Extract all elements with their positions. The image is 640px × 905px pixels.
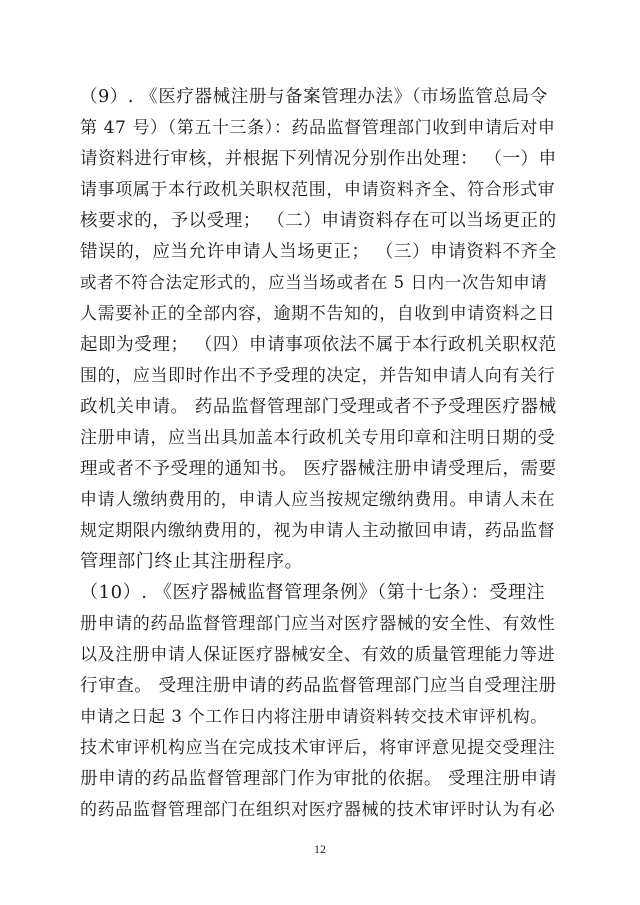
- text-line: 规定期限内缴纳费用的，视为申请人主动撤回申请，药品监督: [80, 521, 556, 541]
- text-line: 册申请的药品监督管理部门应当对医疗器械的安全性、有效性: [80, 614, 556, 634]
- text-line: 请事项属于本行政机关职权范围，申请资料齐全、符合形式审: [80, 180, 556, 200]
- text-line: 或者不符合法定形式的，应当当场或者在 5 日内一次告知申请: [80, 273, 548, 292]
- text-line: （9）. 《医疗器械注册与备案管理办法》（市场监管总局令: [80, 87, 548, 107]
- text-line: 政机关申请。 药品监督管理部门受理或者不予受理医疗器械: [80, 397, 557, 417]
- text-line: 围的，应当即时作出不予受理的决定，并告知申请人向有关行: [80, 366, 556, 386]
- text-line: 请资料进行审核，并根据下列情况分别作出处理： （一）申: [80, 149, 557, 169]
- text-line: 注册申请，应当出具加盖本行政机关专用印章和注明日期的受: [80, 428, 556, 448]
- text-line: 错误的，应当允许申请人当场更正； （三）申请资料不齐全: [80, 242, 557, 262]
- page-number: 12: [314, 842, 326, 856]
- text-line: 册申请的药品监督管理部门作为审批的依据。 受理注册申请: [80, 769, 557, 789]
- text-line: 第 47 号）（第五十三条）：药品监督管理部门收到申请后对申: [80, 118, 556, 138]
- text-line: （10）. 《医疗器械监督管理条例》（第十七条）：受理注: [80, 582, 546, 603]
- text-line: 技术审评机构应当在完成技术审评后，将审评意见提交受理注: [80, 738, 556, 758]
- text-line: 的药品监督管理部门在组织对医疗器械的技术审评时认为有必: [80, 800, 556, 820]
- text-line: 申请人缴纳费用的，申请人应当按规定缴纳费用。申请人未在: [80, 490, 556, 510]
- text-line: 起即为受理； （四）申请事项依法不属于本行政机关职权范: [80, 335, 557, 355]
- text-line: 理或者不予受理的通知书。 医疗器械注册申请受理后，需要: [80, 459, 557, 479]
- text-line: 核要求的，予以受理； （二）申请资料存在可以当场更正的: [80, 211, 557, 231]
- text-line: 管理部门终止其注册程序。: [80, 551, 304, 572]
- text-line: 以及注册申请人保证医疗器械安全、有效的质量管理能力等进: [80, 645, 556, 665]
- text-line: 人需要补正的全部内容，逾期不告知的，自收到申请资料之日: [80, 304, 556, 324]
- text-line: 申请之日起 3 个工作日内将注册申请资料转交技术审评机构。: [80, 707, 548, 726]
- text-line: 行审查。 受理注册申请的药品监督管理部门应当自受理注册: [80, 676, 557, 696]
